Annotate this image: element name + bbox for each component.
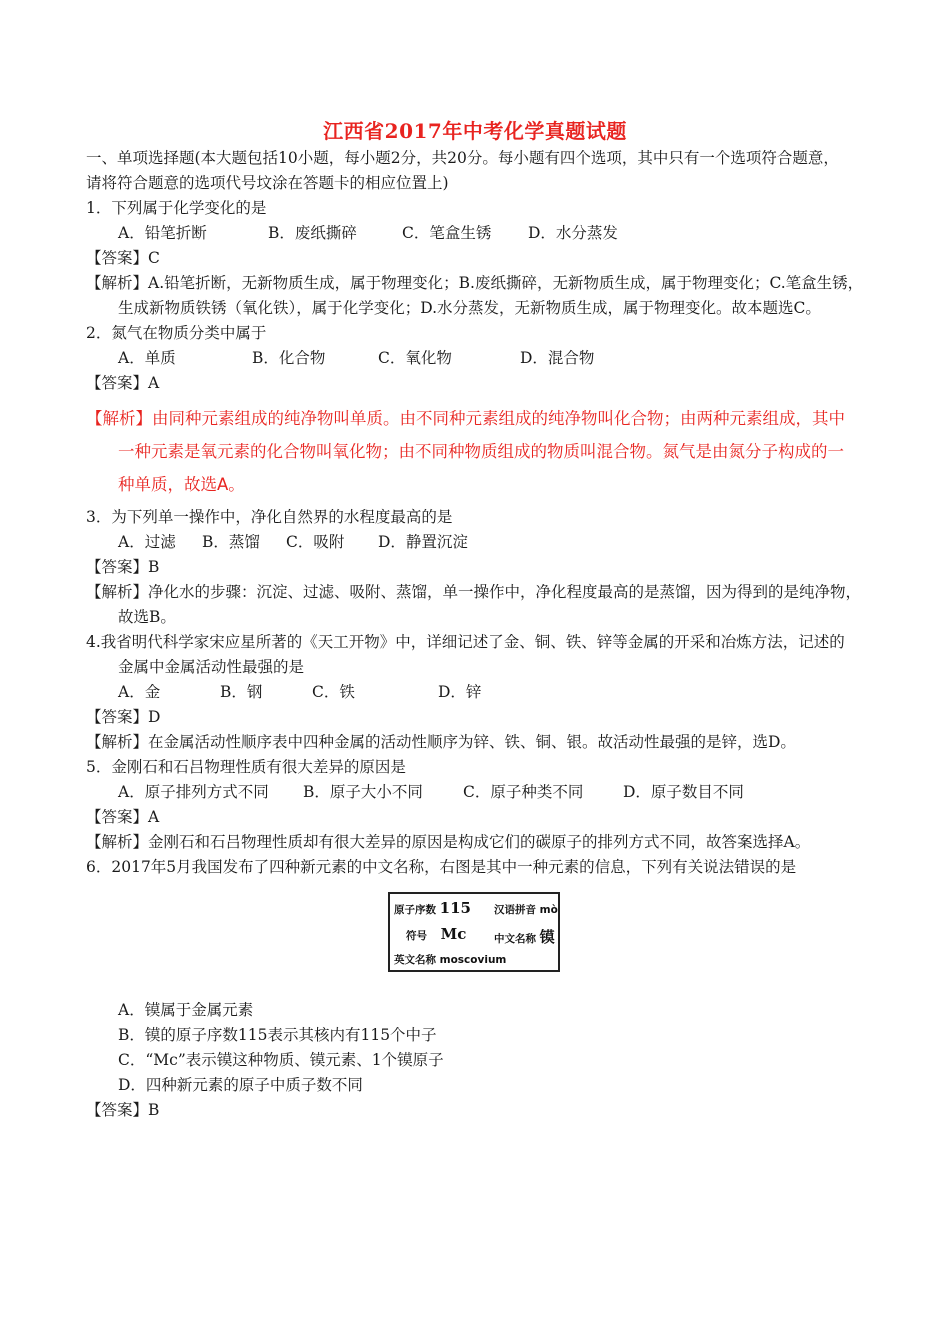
- english-name-label: 英文名称: [394, 954, 436, 966]
- q2-analysis: 【解析】由同种元素组成的纯净物叫单质。由不同种元素组成的纯净物叫化合物；由两种元素组成，其中: [86, 409, 845, 428]
- q6-stem: 6．2017年5月我国发布了四种新元素的中文名称，右图是其中一种元素的信息，下列有关说法错误的是: [86, 858, 797, 876]
- section-heading: 一、单项选择题(本大题包括10小题，每小题2分，共20分。每小题有四个选项，其中只有一个选项符合题意，: [86, 149, 839, 167]
- chinese-name-value: 镆: [539, 928, 555, 946]
- chinese-name-label: 中文名称: [494, 933, 536, 945]
- q2-analysis-cont-1: 一种元素是氧元素的化合物叫氧化物；由不同种物质组成的物质叫混合物。氮气是由氮分子构成的一: [118, 442, 844, 461]
- section-heading-cont: 请将符合题意的选项代号坟涂在答题卡的相应位置上): [86, 174, 449, 192]
- pinyin-label: 汉语拼音: [494, 904, 536, 916]
- q3-option-d: D．静置沉淀: [378, 533, 468, 551]
- q1-options: [86, 221, 876, 246]
- q5-answer: 【答案】A: [86, 808, 160, 826]
- q4-stem: 4.我省明代科学家宋应星所著的《天工开物》中，详细记述了金、铜、铁、锌等金属的开采和冶炼方法，记述的: [86, 633, 845, 651]
- q6-option-b: B．镆的原子序数115表示其核内有115个中子: [118, 1026, 437, 1044]
- q3-option-a: A．过滤: [118, 533, 176, 551]
- q1-analysis-cont: 生成新物质铁锈（氧化铁），属于化学变化；D.水分蒸发，无新物质生成，属于物理变化。故本题选C。: [118, 299, 821, 317]
- q3-analysis: 【解析】净化水的步骤：沉淀、过滤、吸附、蒸馏，单一操作中，净化程度最高的是蒸馏，因为得到的是纯净物，: [86, 583, 862, 601]
- q5-analysis: 【解析】金刚石和石吕物理性质却有很大差异的原因是构成它们的碳原子的排列方式不同，故答案选择A。: [86, 833, 811, 851]
- pinyin-value: mò: [539, 904, 558, 916]
- q3-stem: 3．为下列单一操作中，净化自然界的水程度最高的是: [86, 508, 453, 526]
- q2-analysis-cont-2: 种单质，故选A。: [118, 475, 245, 494]
- q1-stem: 1．下列属于化学变化的是: [86, 199, 267, 217]
- q3-analysis-cont: 故选B。: [118, 608, 176, 626]
- q1-analysis: 【解析】A.铅笔折断，无新物质生成，属于物理变化；B.废纸撕碎，无新物质生成，属于物理变化；C.笔盒生锈，: [86, 274, 864, 292]
- page-title: 江西省2017年中考化学真题试题: [323, 119, 627, 143]
- q2-option-d: D．混合物: [520, 349, 595, 367]
- q4-answer: 【答案】D: [86, 708, 161, 726]
- q6-option-a: A．镆属于金属元素: [118, 1001, 254, 1019]
- q6-answer: 【答案】B: [86, 1101, 160, 1119]
- q4-option-c: C．铁: [312, 683, 355, 701]
- element-info-card: [388, 892, 560, 972]
- q2-option-b: B．化合物: [252, 349, 326, 367]
- english-name-value: moscovium: [439, 954, 507, 966]
- q6-option-d: D．四种新元素的原子中质子数不同: [118, 1076, 363, 1094]
- q4-options: [86, 680, 876, 705]
- atomic-number-label: 原子序数: [394, 904, 436, 916]
- element-figure-area: [86, 880, 876, 998]
- q4-stem-cont: 金属中金属活动性最强的是: [118, 658, 305, 676]
- q1-option-a: A．铅笔折断: [118, 224, 207, 242]
- q2-option-c: C．氧化物: [378, 349, 452, 367]
- q6-option-c: C．“Mc”表示镆这种物质、镆元素、1个镆原子: [118, 1051, 444, 1069]
- q4-option-d: D．锌: [438, 683, 482, 701]
- symbol-label: 符号: [406, 930, 427, 942]
- q4-analysis: 【解析】在金属活动性顺序表中四种金属的活动性顺序为锌、铁、铜、银。故活动性最强的是锌，选D。: [86, 733, 796, 751]
- q1-option-b: B．废纸撕碎: [268, 224, 357, 242]
- atomic-number-value: 115: [439, 899, 471, 917]
- q2-options: [86, 346, 876, 371]
- q5-option-c: C．原子种类不同: [463, 783, 584, 801]
- exam-content: [86, 146, 876, 1123]
- q4-option-a: A．金: [118, 683, 161, 701]
- q5-options: [86, 780, 876, 805]
- q1-option-c: C．笔盒生锈: [402, 224, 492, 242]
- q4-option-b: B．钢: [220, 683, 263, 701]
- q3-option-b: B．蒸馏: [202, 533, 260, 551]
- q3-option-c: C．吸附: [286, 533, 345, 551]
- q2-option-a: A．单质: [118, 349, 176, 367]
- q2-stem: 2．氮气在物质分类中属于: [86, 324, 267, 342]
- q2-answer: 【答案】A: [86, 374, 160, 392]
- q5-option-d: D．原子数目不同: [623, 783, 744, 801]
- q5-option-b: B．原子大小不同: [303, 783, 423, 801]
- symbol-value: Mc: [440, 925, 467, 943]
- q3-options: [86, 530, 876, 555]
- q5-option-a: A．原子排列方式不同: [118, 783, 269, 801]
- q5-stem: 5．金刚石和石吕物理性质有很大差异的原因是: [86, 758, 406, 776]
- q1-answer: 【答案】C: [86, 249, 160, 267]
- q1-option-d: D．水分蒸发: [528, 224, 618, 242]
- q3-answer: 【答案】B: [86, 558, 160, 576]
